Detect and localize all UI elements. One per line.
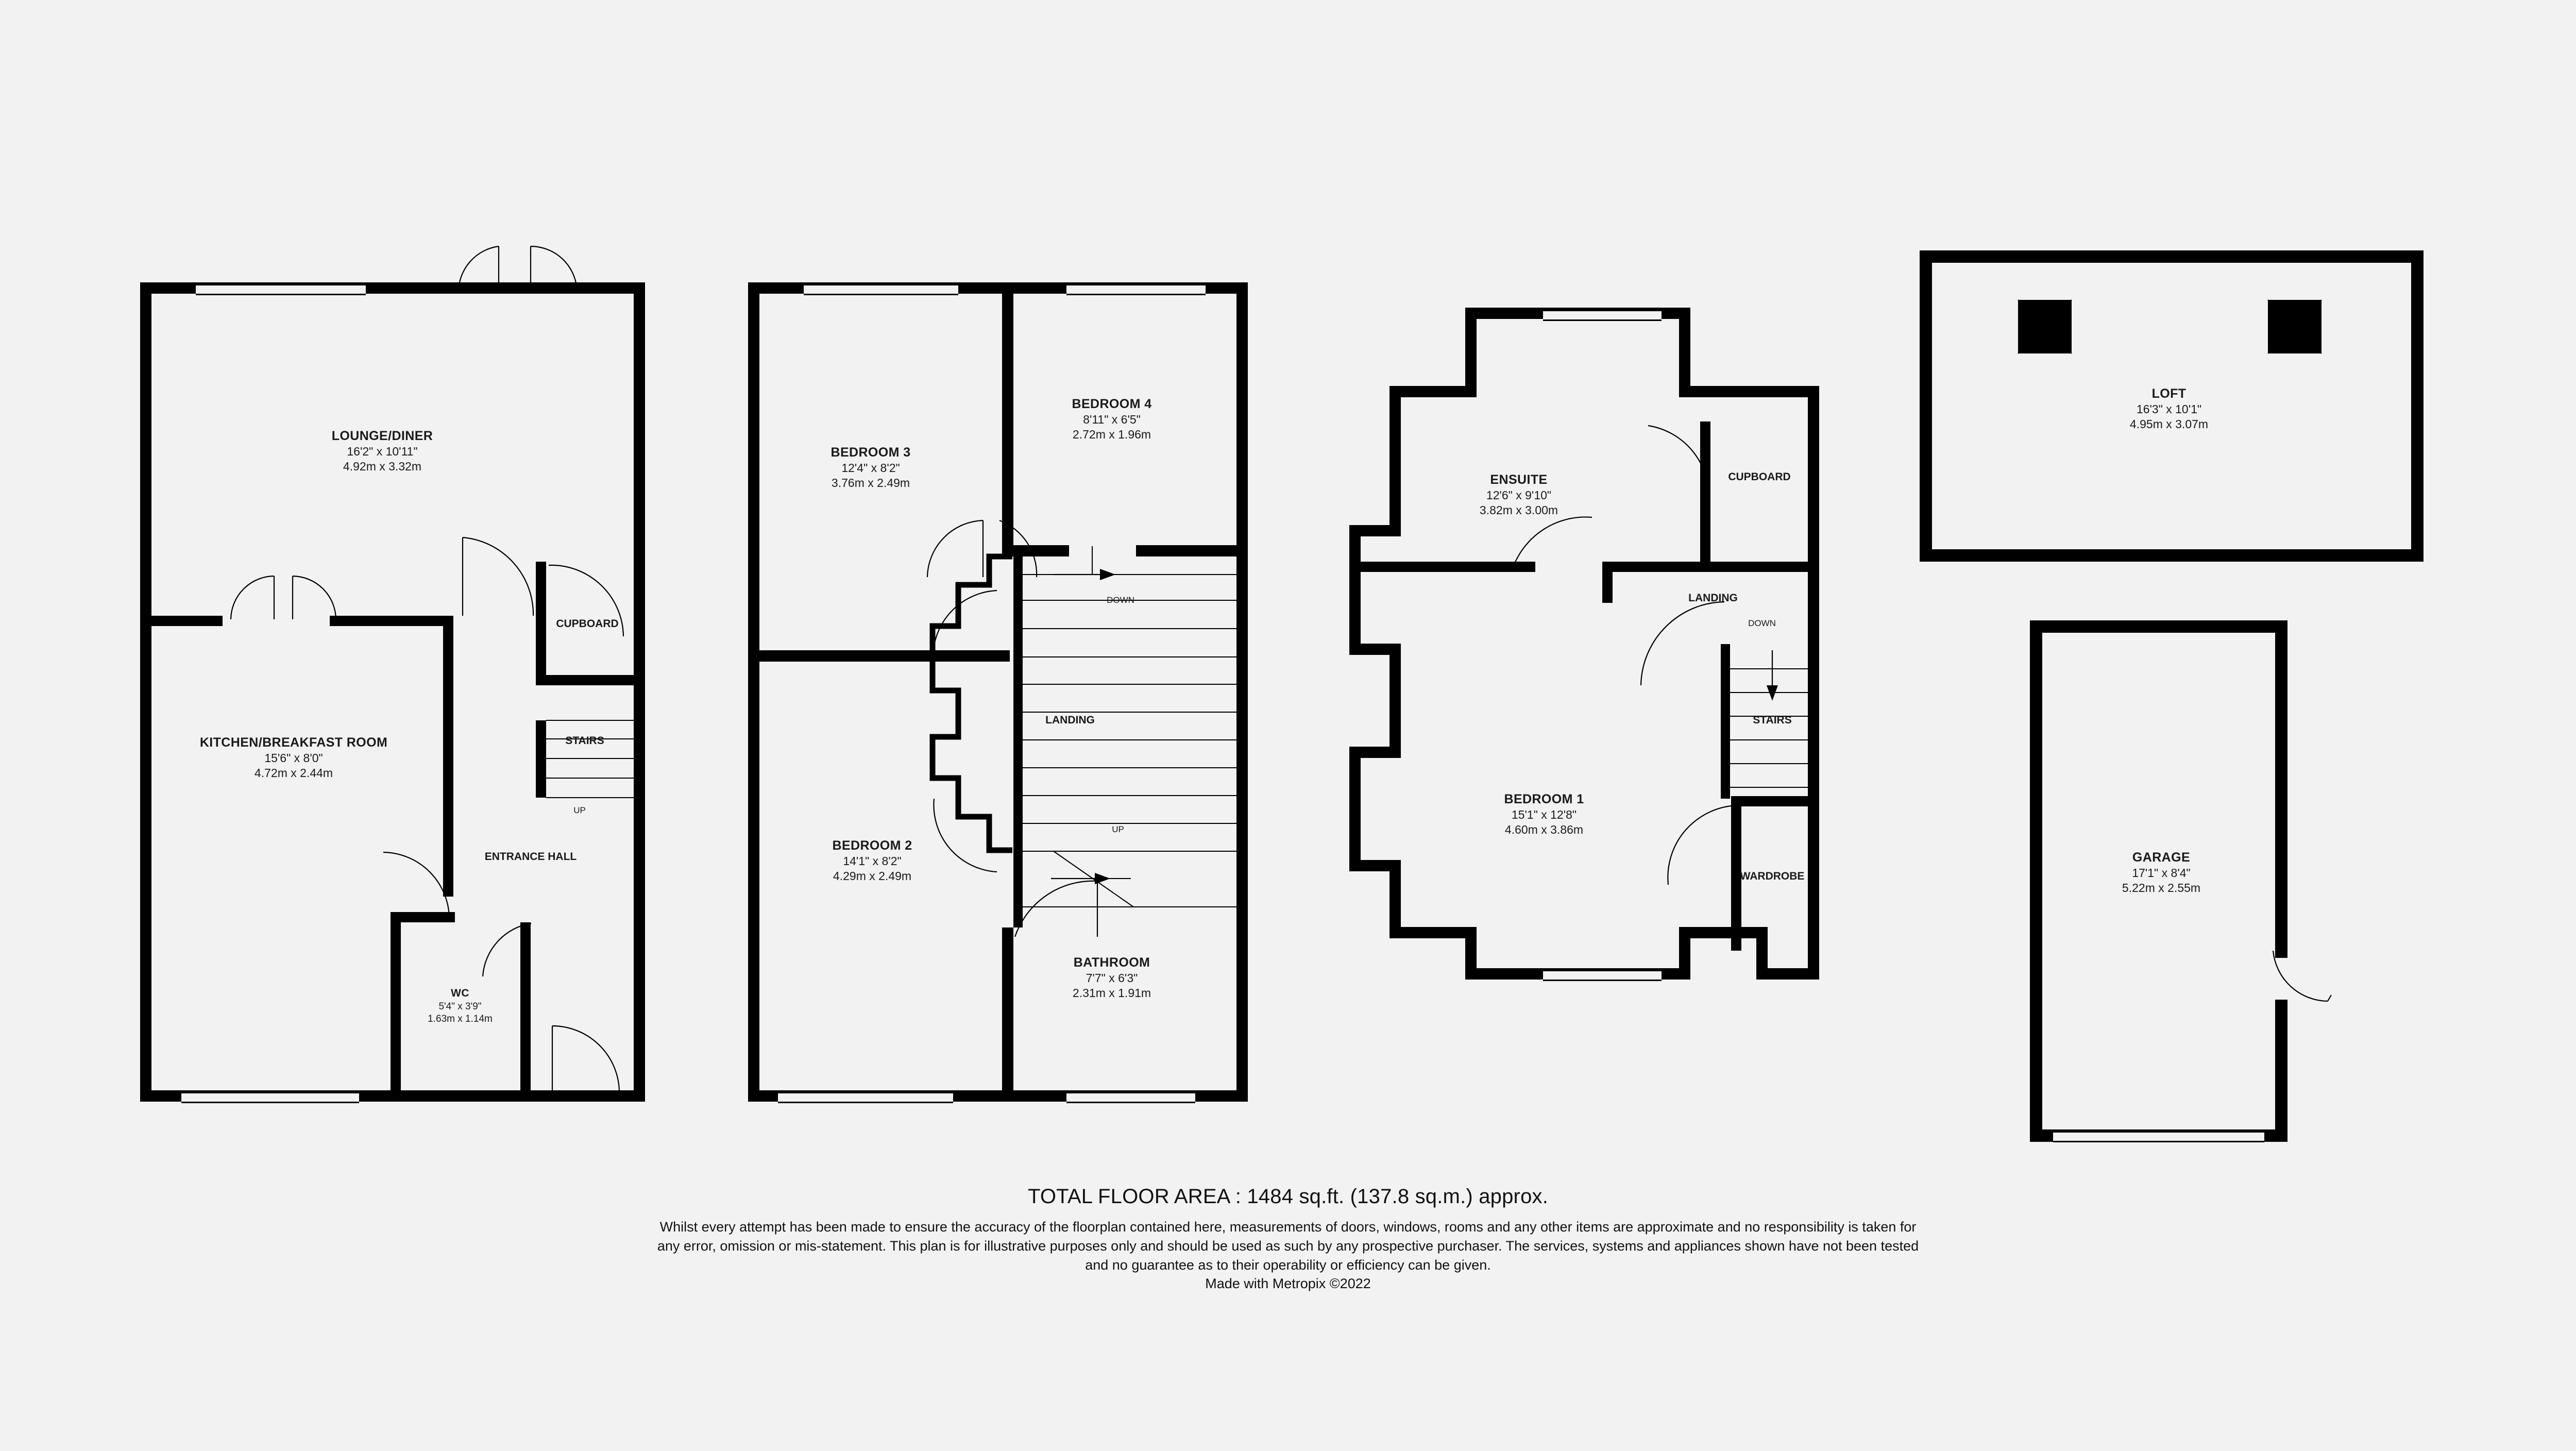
disclaimer-text: Whilst every attempt has been made to ensure the accuracy of the floorplan contained here, measurements of doors, windows, rooms and any other items are approximate and no responsibility is taken for any error, omission or mis-statement. This plan is for illustrative purposes only and should be used as such by any prospective purchaser. The services, systems and appliances shown have not been tested and no guarantee as to their operability or efficiency can be given. bbox=[657, 1219, 1919, 1273]
room-label-bedroom2 bbox=[832, 837, 912, 884]
window-bedroom4-top bbox=[1066, 284, 1206, 295]
room-dim-metric: 3.76m x 2.49m bbox=[831, 476, 910, 490]
wall-ensuite-bottom bbox=[1355, 562, 1535, 572]
wall-garage-top bbox=[2030, 620, 2287, 633]
room-dim-imperial: 17'1" x 8'4" bbox=[2132, 866, 2191, 880]
room-name: KITCHEN/BREAKFAST ROOM bbox=[199, 735, 388, 750]
loft-window-right-icon bbox=[2267, 299, 2323, 355]
window-bedroom2-bottom bbox=[778, 1092, 953, 1103]
label-cupboard-ground: CUPBOARD bbox=[556, 618, 619, 630]
door-bathroom bbox=[1010, 876, 1103, 943]
label-stairs-up-first: UP bbox=[1112, 824, 1124, 834]
wall-lounge-kitchen bbox=[330, 616, 453, 626]
door-bedroom2 bbox=[930, 794, 1002, 876]
door-landing-bedroom1 bbox=[1636, 598, 1728, 690]
room-dim-metric: 2.31m x 1.91m bbox=[1072, 986, 1151, 1000]
label-stairs-direction-ground: UP bbox=[573, 805, 586, 815]
wall-wc-left bbox=[391, 912, 401, 1092]
door-garage-side bbox=[2267, 951, 2334, 1007]
room-name: BEDROOM 3 bbox=[831, 445, 911, 460]
wall-loft-right bbox=[2411, 250, 2424, 562]
made-with-text: Made with Metropix ©2022 bbox=[1205, 1275, 1371, 1291]
loft-window-left-icon bbox=[2017, 299, 2073, 355]
room-dim-imperial: 7'7" x 6'3" bbox=[1086, 971, 1138, 985]
door-cupboard bbox=[546, 559, 639, 662]
room-dim-imperial: 16'3" x 10'1" bbox=[2136, 402, 2202, 416]
label-landing-first: LANDING bbox=[1045, 714, 1095, 726]
door-entrance-front bbox=[526, 1023, 629, 1100]
label-stairs-ground: STAIRS bbox=[565, 735, 604, 747]
label-cupboard-second: CUPBOARD bbox=[1728, 471, 1791, 483]
label-entrance-hall: ENTRANCE HALL bbox=[484, 851, 577, 863]
wall-garage-right-lower bbox=[2275, 1000, 2287, 1142]
label-stairs-second: STAIRS bbox=[1753, 714, 1792, 726]
room-label-kitchen bbox=[200, 734, 387, 781]
window-kitchen-bottom bbox=[181, 1092, 359, 1103]
room-name: LOFT bbox=[2151, 386, 2187, 401]
room-dim-imperial: 14'1" x 8'2" bbox=[843, 854, 902, 868]
room-label-bedroom1 bbox=[1504, 791, 1584, 838]
window-ensuite-top bbox=[1543, 310, 1662, 321]
door-bedroom3 bbox=[930, 587, 1002, 665]
room-label-loft bbox=[2130, 385, 2208, 432]
label-stairs-down-second: DOWN bbox=[1748, 618, 1776, 628]
room-label-garage bbox=[2122, 849, 2200, 896]
garage-door-opening bbox=[2053, 1131, 2264, 1142]
door-hall-kitchen bbox=[381, 850, 459, 927]
door-front-top bbox=[453, 242, 587, 299]
wall-stairs-left bbox=[536, 720, 546, 798]
wall-stairs-first-left bbox=[1013, 545, 1023, 927]
room-name: BEDROOM 1 bbox=[1504, 792, 1584, 806]
room-dim-metric: 4.29m x 2.49m bbox=[833, 869, 912, 883]
door-ensuite bbox=[1510, 515, 1597, 572]
room-label-ensuite bbox=[1480, 471, 1558, 518]
wall-landing-top bbox=[1602, 562, 1814, 572]
room-dim-imperial: 12'6" x 9'10" bbox=[1486, 488, 1552, 502]
door-hall-lounge bbox=[453, 518, 541, 621]
room-name: BATHROOM bbox=[1073, 955, 1150, 970]
window-bedroom1-bottom bbox=[1543, 970, 1662, 981]
window-lounge-top bbox=[196, 284, 366, 295]
wall-wardrobe-top bbox=[1731, 796, 1814, 806]
wall-first-vertical-upper bbox=[1002, 282, 1013, 545]
label-stairs-down-first: DOWN bbox=[1107, 595, 1134, 605]
room-name: LOUNGE/DINER bbox=[331, 429, 433, 443]
room-name: ENSUITE bbox=[1490, 473, 1548, 487]
window-bathroom-bottom bbox=[1066, 1092, 1195, 1103]
room-dim-metric: 4.95m x 3.07m bbox=[2129, 417, 2209, 431]
room-label-wc bbox=[428, 987, 493, 1026]
room-name: BEDROOM 4 bbox=[1072, 397, 1152, 411]
window-bedroom3-top bbox=[804, 284, 958, 295]
room-dim-metric: 4.72m x 2.44m bbox=[254, 766, 333, 780]
wall-ground-right bbox=[634, 282, 645, 1102]
label-landing-second: LANDING bbox=[1688, 592, 1738, 604]
room-name: WC bbox=[451, 987, 469, 999]
room-name: BEDROOM 2 bbox=[832, 838, 912, 853]
total-floor-area: TOTAL FLOOR AREA : 1484 sq.ft. (137.8 sq.m.) approx. bbox=[1027, 1185, 1549, 1208]
room-dim-metric: 5.22m x 2.55m bbox=[2122, 881, 2201, 895]
room-label-bathroom bbox=[1073, 954, 1151, 1001]
room-dim-imperial: 15'1" x 12'8" bbox=[1511, 808, 1577, 821]
wall-loft-top bbox=[1920, 250, 2424, 263]
door-lounge-kitchen-left bbox=[227, 572, 340, 623]
room-name: GARAGE bbox=[2132, 850, 2191, 865]
wall-kitchen-divider bbox=[140, 616, 223, 626]
door-bedroom4 bbox=[922, 515, 1041, 582]
stairs-ground-treads bbox=[546, 720, 639, 803]
door-wardrobe bbox=[1664, 801, 1741, 889]
wall-loft-left bbox=[1920, 250, 1932, 562]
wall-garage-right-upper bbox=[2275, 620, 2287, 958]
wall-first-left bbox=[748, 282, 759, 1102]
room-dim-metric: 2.72m x 1.96m bbox=[1072, 428, 1151, 442]
room-dim-metric: 3.82m x 3.00m bbox=[1479, 503, 1558, 517]
footer-block bbox=[0, 1185, 2576, 1292]
room-dim-metric: 4.60m x 3.86m bbox=[1504, 823, 1584, 837]
wall-first-vertical-lower bbox=[1002, 927, 1013, 1102]
room-label-bedroom3 bbox=[831, 444, 910, 491]
second-floor-outline bbox=[1329, 289, 1855, 989]
room-label-lounge-diner bbox=[332, 428, 433, 475]
room-dim-metric: 4.92m x 3.32m bbox=[343, 460, 422, 474]
room-dim-imperial: 5'4" x 3'9" bbox=[438, 1001, 482, 1012]
room-label-bedroom4 bbox=[1072, 396, 1151, 443]
door-wc bbox=[482, 922, 554, 989]
wall-garage-left bbox=[2030, 620, 2042, 1142]
room-dim-imperial: 12'4" x 8'2" bbox=[841, 461, 900, 475]
room-dim-metric: 1.63m x 1.14m bbox=[428, 1014, 493, 1025]
door-cupboard-second bbox=[1646, 423, 1713, 505]
room-dim-imperial: 16'2" x 10'11" bbox=[347, 445, 418, 458]
wall-loft-bottom bbox=[1920, 549, 2424, 562]
wall-ground-left bbox=[140, 282, 151, 1102]
room-dim-imperial: 8'11" x 6'5" bbox=[1083, 413, 1141, 426]
room-dim-imperial: 15'6" x 8'0" bbox=[264, 751, 323, 765]
label-wardrobe: WARDROBE bbox=[1740, 870, 1805, 882]
wall-cupboard-bottom bbox=[536, 675, 645, 685]
